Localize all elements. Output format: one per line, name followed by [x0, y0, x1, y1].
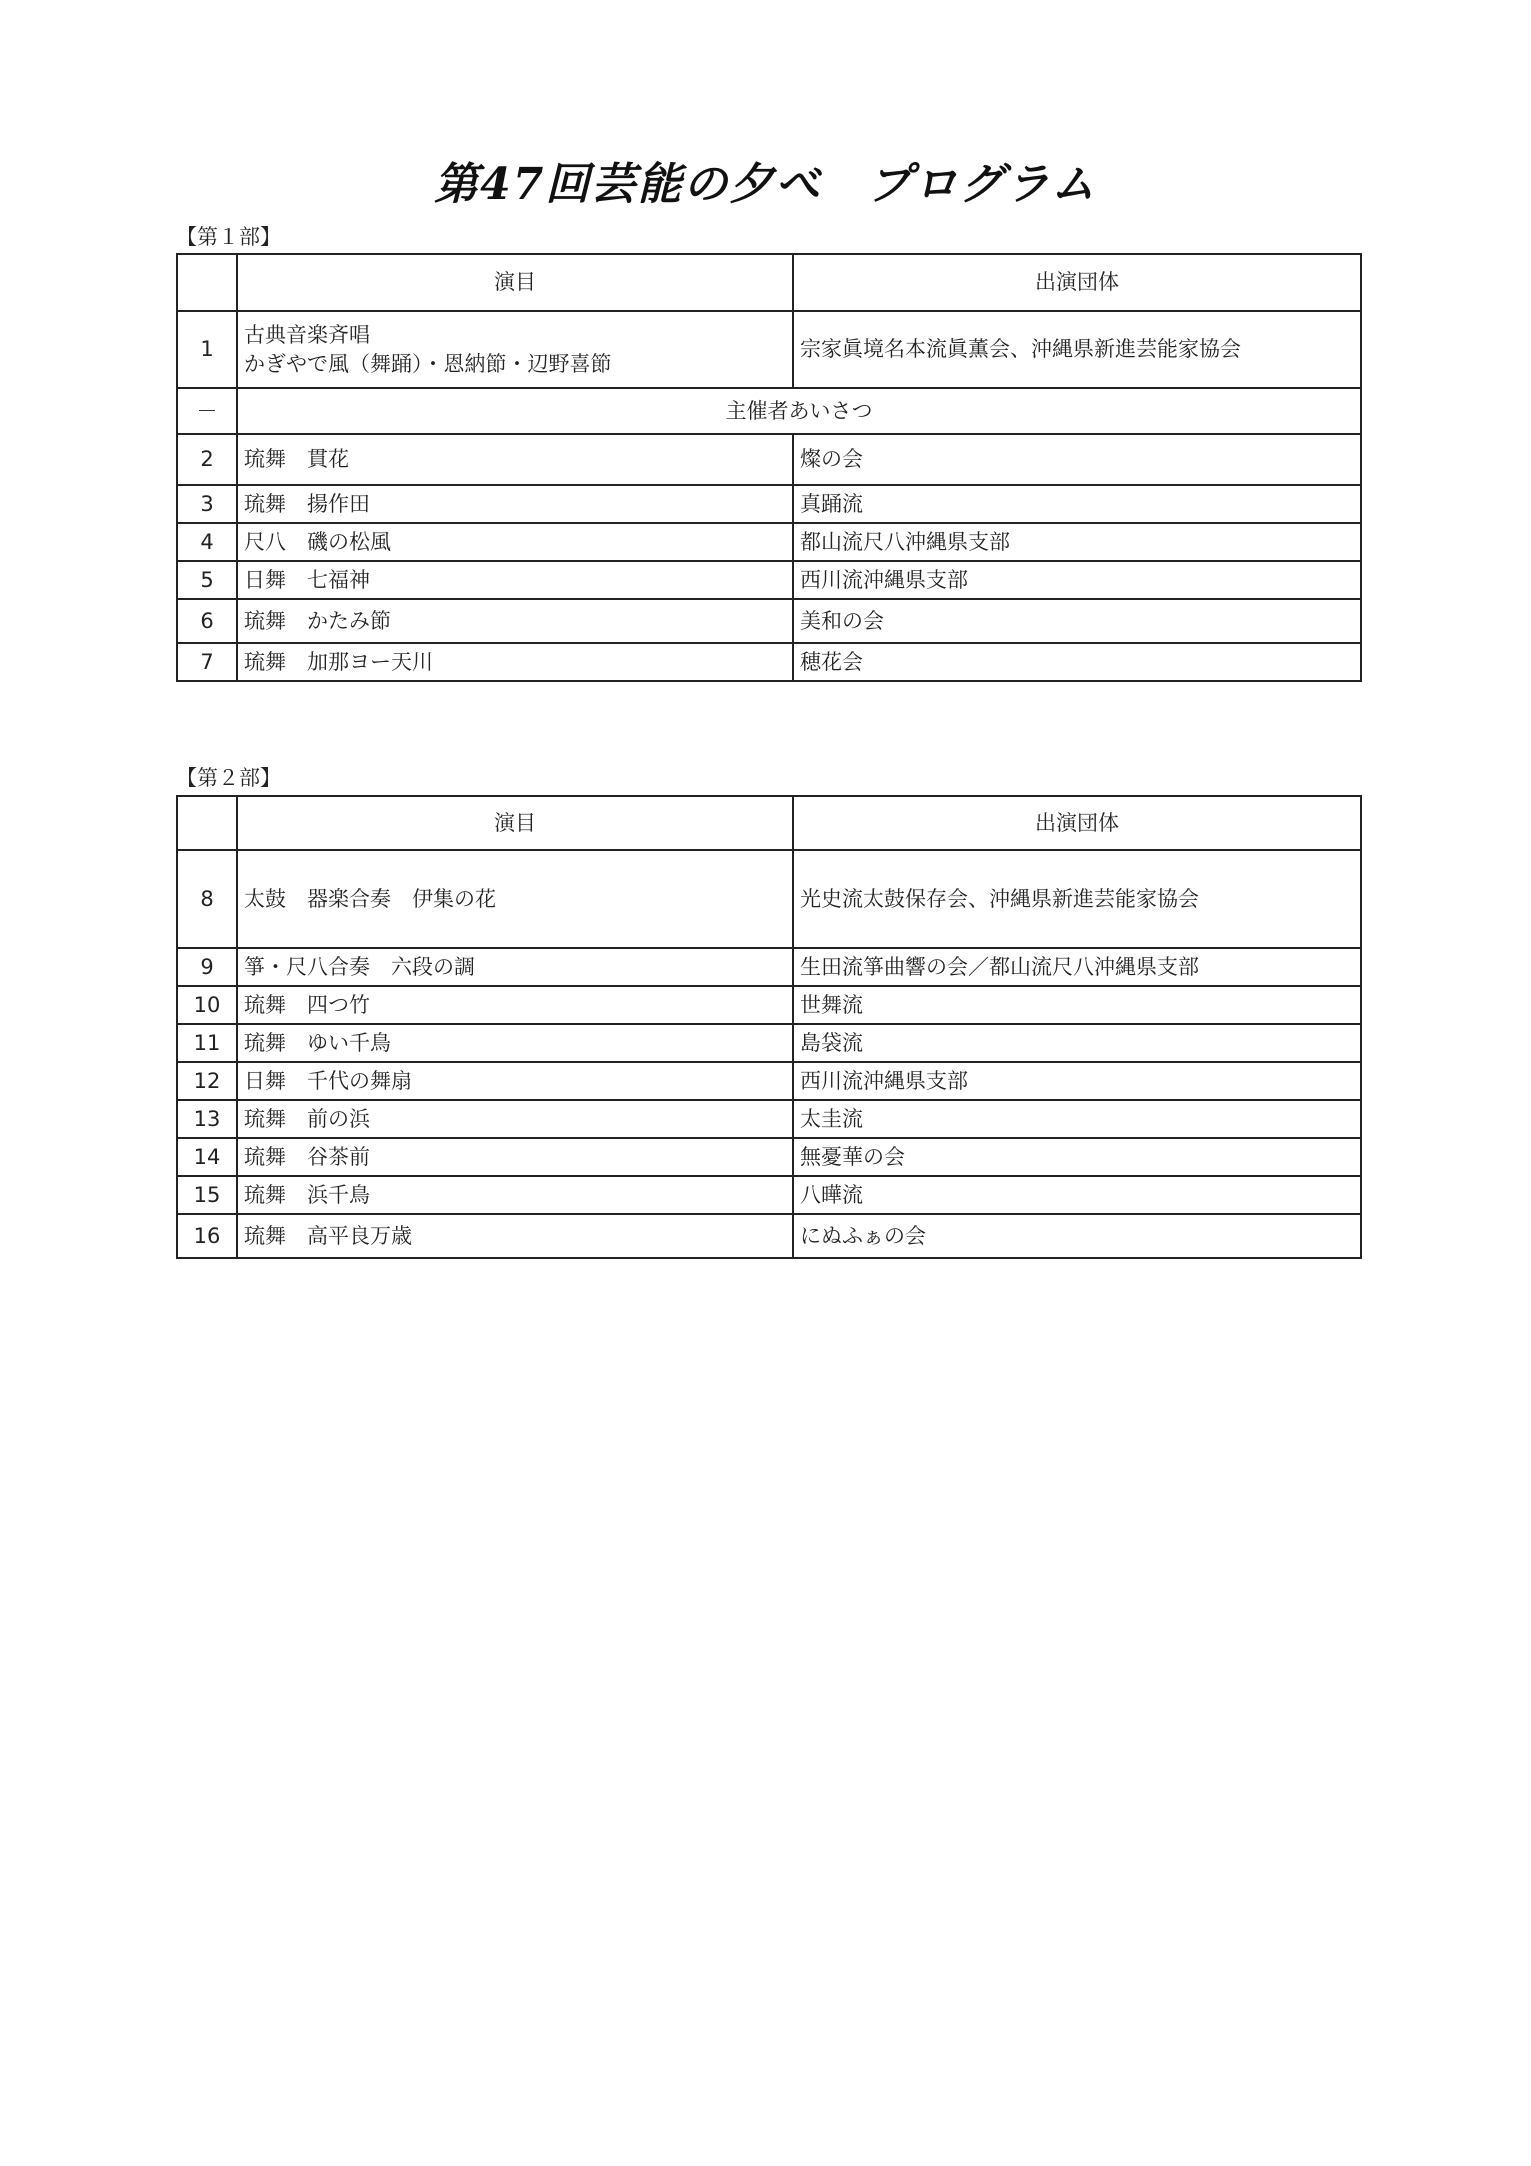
table-row: [177, 485, 1361, 523]
table-row: [177, 948, 1361, 986]
performer-cell: 都山流尺八沖縄県支部: [793, 523, 1361, 561]
performer-cell: 西川流沖縄県支部: [793, 1062, 1361, 1100]
row-number: 14: [177, 1138, 237, 1176]
table-header-row: [177, 796, 1361, 850]
part2-program-table: [176, 795, 1362, 1259]
row-number: 8: [177, 850, 237, 948]
table-row: [177, 1062, 1361, 1100]
program-cell: 琉舞 浜千鳥: [237, 1176, 793, 1214]
program-cell: 尺八 磯の松風: [237, 523, 793, 561]
greeting-row: [177, 388, 1361, 434]
program-cell: 琉舞 前の浜: [237, 1100, 793, 1138]
performer-cell: 穂花会: [793, 643, 1361, 681]
table-row: [177, 523, 1361, 561]
header-program: 演目: [237, 254, 793, 311]
row-number: 9: [177, 948, 237, 986]
table-row: [177, 1138, 1361, 1176]
row-number: 12: [177, 1062, 237, 1100]
program-cell: 日舞 七福神: [237, 561, 793, 599]
performer-cell: 世舞流: [793, 986, 1361, 1024]
program-cell: 琉舞 四つ竹: [237, 986, 793, 1024]
program-cell: 琉舞 揚作田: [237, 485, 793, 523]
program-cell: 琉舞 加那ヨー天川: [237, 643, 793, 681]
row-number: 15: [177, 1176, 237, 1214]
performer-cell: 太圭流: [793, 1100, 1361, 1138]
row-number: 6: [177, 599, 237, 643]
table-row: [177, 850, 1361, 948]
program-cell: [237, 311, 793, 388]
row-number: 13: [177, 1100, 237, 1138]
header-num-cell: [177, 796, 237, 850]
program-cell: 琉舞 かたみ節: [237, 599, 793, 643]
program-line: かぎやで風（舞踊）・恩納節・辺野喜節: [244, 351, 612, 376]
row-number: 16: [177, 1214, 237, 1258]
performer-cell: 生田流箏曲響の会／都山流尺八沖縄県支部: [793, 948, 1361, 986]
header-program: 演目: [237, 796, 793, 850]
part1-program-table: [176, 253, 1362, 682]
program-line: 古典音楽斉唱: [244, 323, 370, 348]
part2-label: 【第２部】: [176, 766, 281, 790]
performer-cell: 島袋流: [793, 1024, 1361, 1062]
performer-cell: 無憂華の会: [793, 1138, 1361, 1176]
table-row: [177, 311, 1361, 388]
part1-label: 【第１部】: [176, 225, 281, 249]
program-cell: 太鼓 器楽合奏 伊集の花: [237, 850, 793, 948]
performer-cell: 真踊流: [793, 485, 1361, 523]
performer-cell: 光史流太鼓保存会、沖縄県新進芸能家協会: [793, 850, 1361, 948]
table-header-row: [177, 254, 1361, 311]
table-row: [177, 1176, 1361, 1214]
page-title: 第47回芸能の夕べ プログラム: [434, 159, 1097, 210]
row-number: 3: [177, 485, 237, 523]
performer-cell: 西川流沖縄県支部: [793, 561, 1361, 599]
program-cell: 日舞 千代の舞扇: [237, 1062, 793, 1100]
performer-cell: 八曄流: [793, 1176, 1361, 1214]
header-performer: 出演団体: [793, 796, 1361, 850]
program-cell: 琉舞 ゆい千鳥: [237, 1024, 793, 1062]
performer-cell: にぬふぁの会: [793, 1214, 1361, 1258]
header-num-cell: [177, 254, 237, 311]
row-number: －: [177, 388, 237, 434]
row-number: 1: [177, 311, 237, 388]
table-row: [177, 561, 1361, 599]
table-row: [177, 643, 1361, 681]
table-row: [177, 986, 1361, 1024]
table-row: [177, 434, 1361, 485]
greeting-text: 主催者あいさつ: [237, 388, 1361, 434]
table-row: [177, 1214, 1361, 1258]
program-cell: 箏・尺八合奏 六段の調: [237, 948, 793, 986]
header-performer: 出演団体: [793, 254, 1361, 311]
row-number: 2: [177, 434, 237, 485]
row-number: 5: [177, 561, 237, 599]
table-row: [177, 1024, 1361, 1062]
program-cell: 琉舞 貫花: [237, 434, 793, 485]
row-number: 7: [177, 643, 237, 681]
table-row: [177, 1100, 1361, 1138]
performer-cell: 宗家眞境名本流眞薫会、沖縄県新進芸能家協会: [793, 311, 1361, 388]
row-number: 10: [177, 986, 237, 1024]
performer-cell: 美和の会: [793, 599, 1361, 643]
program-cell: 琉舞 高平良万歳: [237, 1214, 793, 1258]
table-row: [177, 599, 1361, 643]
program-cell: 琉舞 谷茶前: [237, 1138, 793, 1176]
row-number: 4: [177, 523, 237, 561]
performer-cell: 燦の会: [793, 434, 1361, 485]
row-number: 11: [177, 1024, 237, 1062]
